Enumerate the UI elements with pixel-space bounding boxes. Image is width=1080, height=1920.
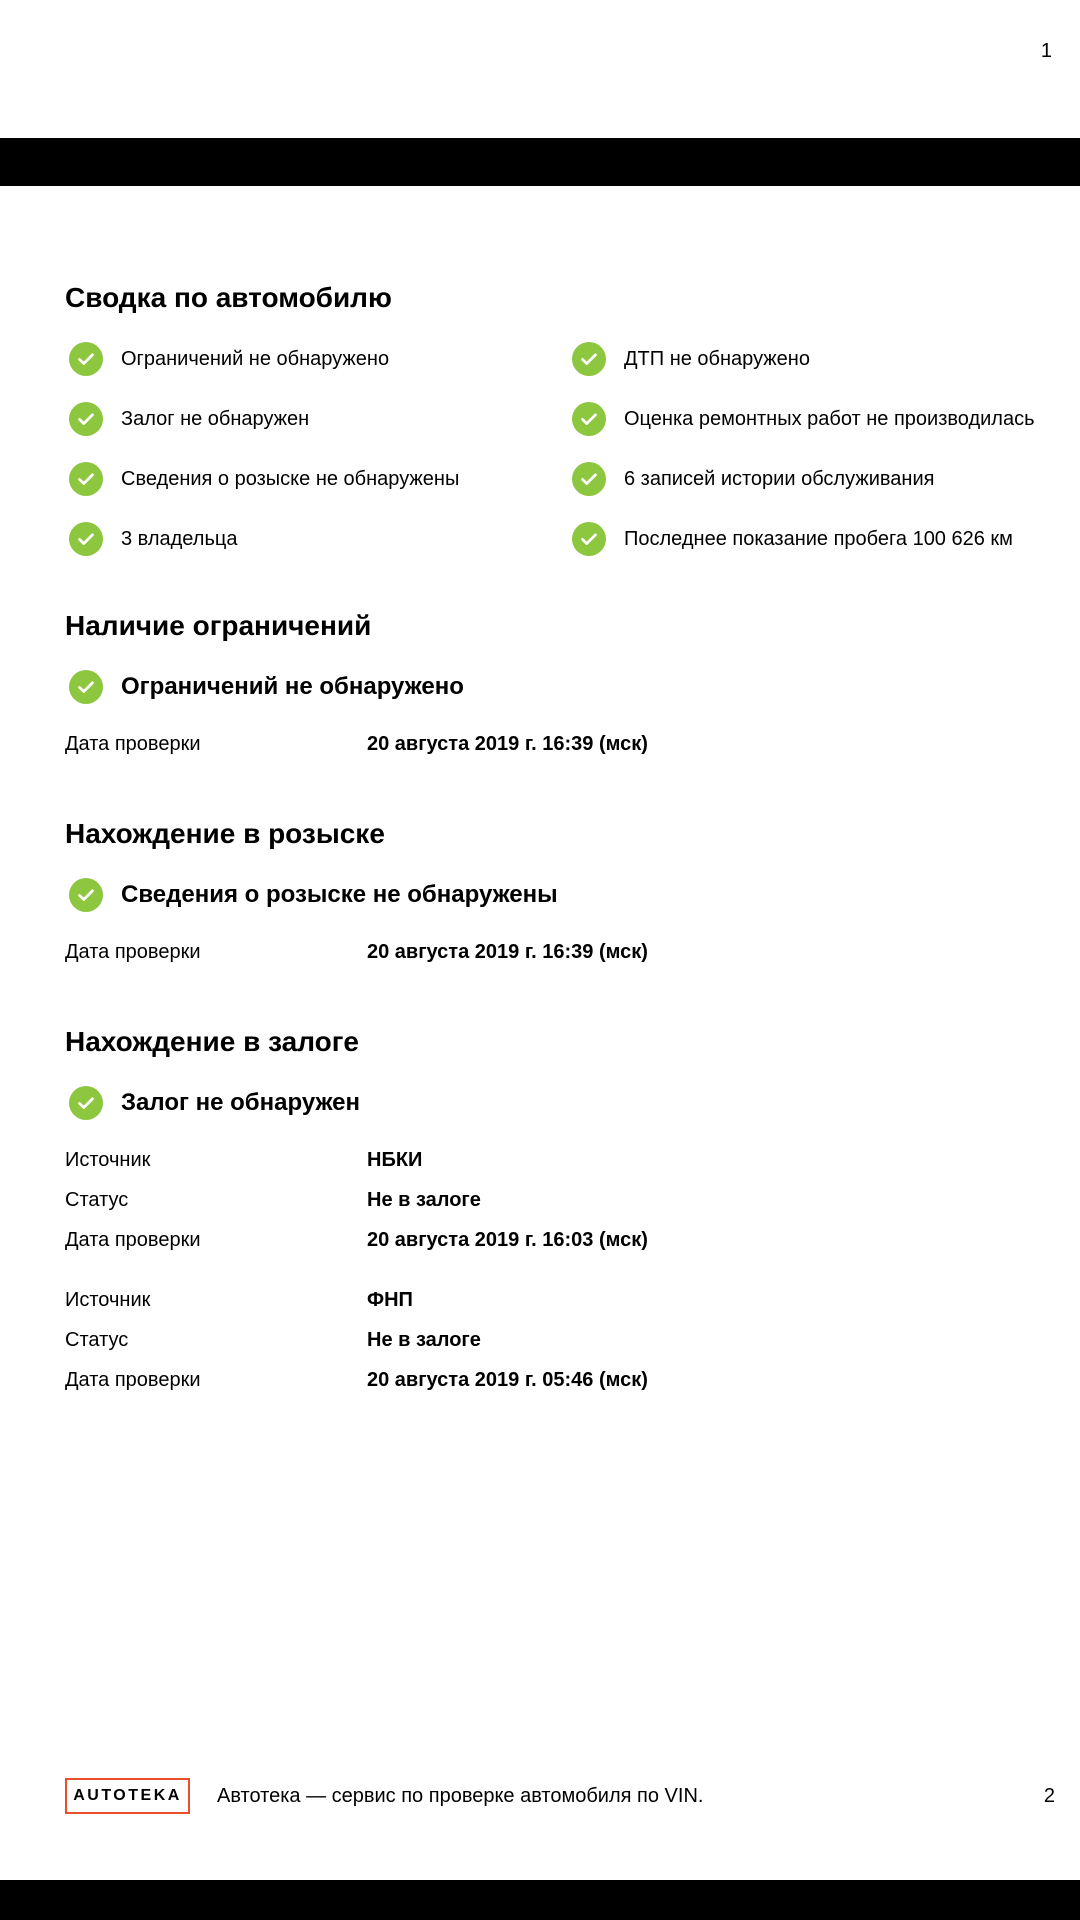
summary-item: [568, 402, 1043, 436]
check-circle-icon: [572, 402, 606, 436]
detail-row: [65, 932, 1045, 972]
detail-row: [65, 1360, 1045, 1400]
summary-item-label: Сведения о розыске не обнаружены: [121, 467, 460, 490]
check-circle-icon: [572, 462, 606, 496]
restrictions-status-label: Ограничений не обнаружено: [121, 673, 464, 700]
check-circle-icon: [572, 342, 606, 376]
detail-key: Дата проверки: [65, 1228, 201, 1251]
detail-value: 20 августа 2019 г. 16:39 (мск): [367, 732, 648, 755]
restrictions-status: [65, 670, 1045, 704]
summary-item-label: Ограничений не обнаружено: [121, 347, 390, 370]
detail-row: [65, 724, 1045, 764]
pledge-details-nbki: [65, 1140, 1045, 1260]
summary-item-label: ДТП не обнаружено: [624, 347, 810, 370]
check-circle-icon: [572, 522, 606, 556]
detail-value: НБКИ: [367, 1148, 423, 1171]
pledge-status-label: Залог не обнаружен: [121, 1089, 361, 1116]
summary-item: [568, 462, 1043, 496]
check-circle-icon: [69, 402, 103, 436]
detail-value: 20 августа 2019 г. 16:39 (мск): [367, 940, 648, 963]
wanted-section: [65, 814, 1045, 972]
detail-value: ФНП: [367, 1288, 413, 1311]
page-number-footer: 2: [1043, 1784, 1055, 1807]
summary-item-label: Залог не обнаружен: [121, 407, 310, 430]
page-number-top: 1: [1040, 40, 1052, 62]
detail-row: [65, 1320, 1045, 1360]
detail-key: Статус: [65, 1328, 129, 1351]
detail-row: [65, 1280, 1045, 1320]
wanted-title: Нахождение в розыске: [65, 818, 385, 849]
detail-value: Не в залоге: [367, 1328, 481, 1351]
page-footer: [65, 1776, 1055, 1816]
summary-item-label: Последнее показание пробега 100 626 км: [624, 527, 1013, 550]
detail-value: 20 августа 2019 г. 05:46 (мск): [367, 1368, 648, 1391]
report-content: [65, 278, 1045, 1400]
restrictions-title: Наличие ограничений: [65, 610, 372, 641]
logo-text: AUTOTEKA: [73, 1787, 182, 1804]
check-circle-icon: [69, 462, 103, 496]
detail-key: Дата проверки: [65, 1368, 201, 1391]
pledge-details-fnp: [65, 1280, 1045, 1400]
detail-key: Источник: [65, 1288, 151, 1311]
summary-item-label: 6 записей истории обслуживания: [624, 467, 935, 490]
check-circle-icon: [69, 342, 103, 376]
summary-item: [65, 342, 568, 376]
detail-key: Дата проверки: [65, 732, 201, 755]
detail-key: Дата проверки: [65, 940, 201, 963]
detail-row: [65, 1220, 1045, 1260]
summary-item: [568, 342, 1043, 376]
pledge-title: Нахождение в залоге: [65, 1026, 359, 1057]
detail-row: [65, 1140, 1045, 1180]
detail-value: Не в залоге: [367, 1188, 481, 1211]
summary-item-label: Оценка ремонтных работ не производилась: [624, 407, 1035, 430]
summary-item-label: 3 владельца: [121, 527, 238, 550]
summary-grid: [65, 342, 1045, 556]
check-circle-icon: [69, 670, 103, 704]
summary-item: [65, 522, 568, 556]
detail-row: [65, 1180, 1045, 1220]
check-circle-icon: [69, 522, 103, 556]
check-circle-icon: [69, 878, 103, 912]
wanted-status: [65, 878, 1045, 912]
summary-item: [568, 522, 1043, 556]
wanted-details: [65, 932, 1045, 972]
pledge-status: [65, 1086, 1045, 1120]
top-black-bar: [0, 138, 1080, 186]
restrictions-section: [65, 606, 1045, 764]
bottom-black-bar: [0, 1880, 1080, 1920]
check-circle-icon: [69, 1086, 103, 1120]
summary-title: Сводка по автомобилю: [65, 282, 392, 313]
summary-item: [65, 402, 568, 436]
detail-key: Источник: [65, 1148, 151, 1171]
restrictions-details: [65, 724, 1045, 764]
summary-item: [65, 462, 568, 496]
autoteka-logo: [65, 1778, 190, 1814]
wanted-status-label: Сведения о розыске не обнаружены: [121, 881, 558, 908]
pledge-section: [65, 1022, 1045, 1400]
detail-key: Статус: [65, 1188, 129, 1211]
footer-text: Автотека — сервис по проверке автомобиля по VIN.: [217, 1784, 704, 1807]
detail-value: 20 августа 2019 г. 16:03 (мск): [367, 1228, 648, 1251]
